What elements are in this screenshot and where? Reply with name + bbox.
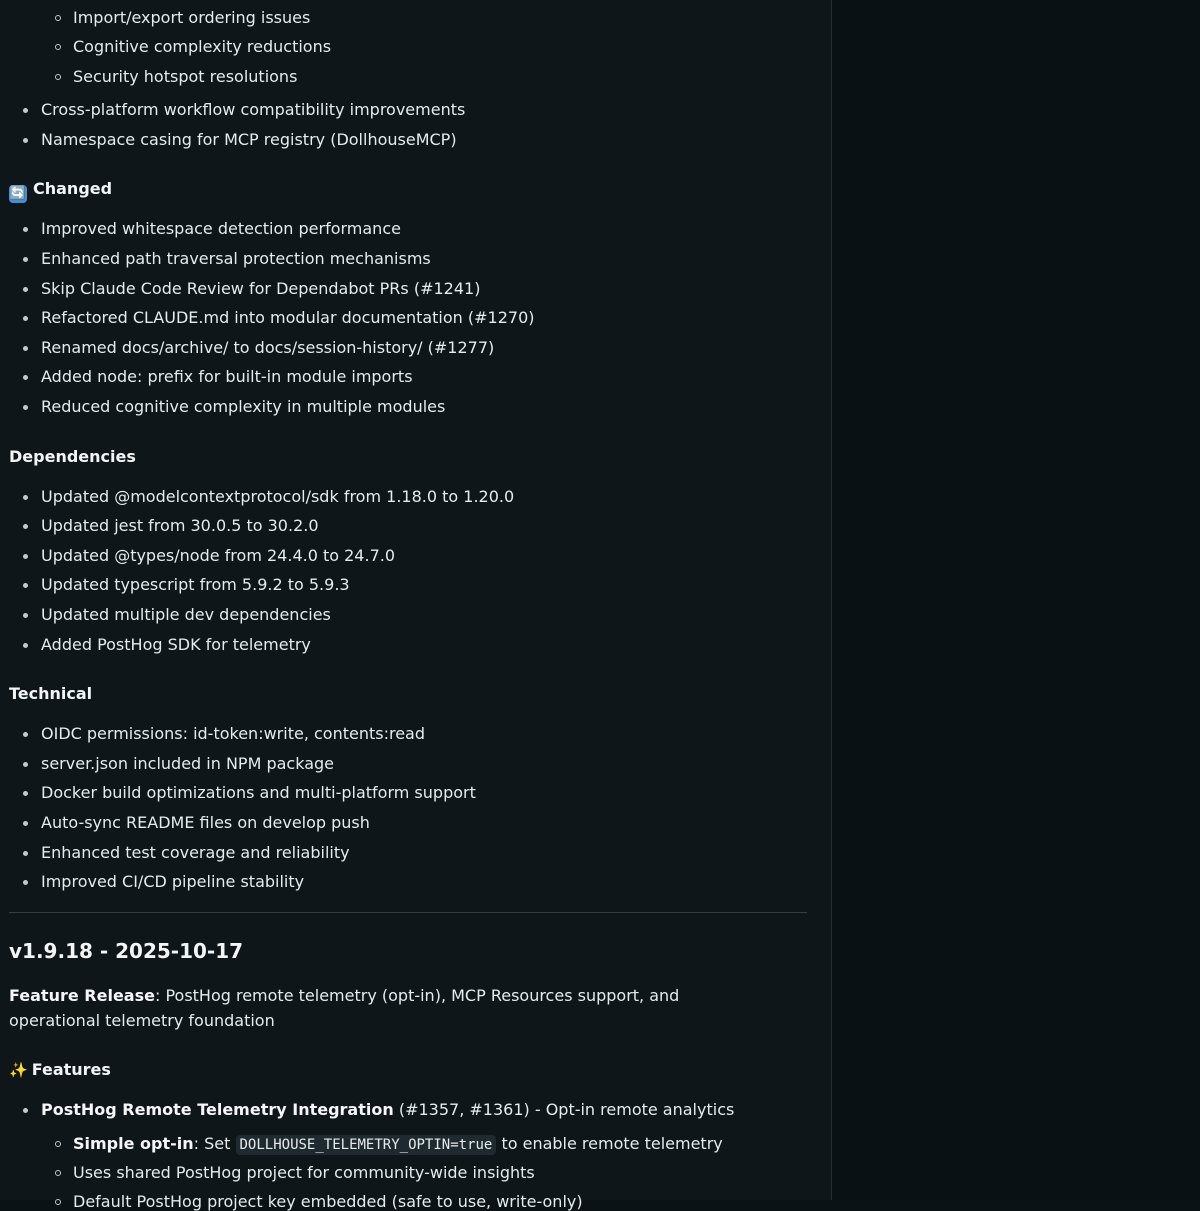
list-item: Docker build optimizations and multi-platform support	[41, 783, 476, 802]
list-item: Uses shared PostHog project for community-wide insights	[73, 1163, 535, 1182]
list-item: Improved whitespace detection performance	[41, 219, 401, 238]
list-item: Updated typescript from 5.9.2 to 5.9.3	[41, 575, 350, 594]
right-sidebar	[832, 0, 1200, 1200]
list-item: Security hotspot resolutions	[73, 67, 298, 86]
list-item: Namespace casing for MCP registry (DollhouseMCP)	[41, 130, 457, 149]
list-item: Enhanced path traversal protection mechanisms	[41, 249, 431, 268]
list-item	[73, 1134, 723, 1153]
env-var-code: DOLLHOUSE_TELEMETRY_OPTIN=true	[236, 1135, 497, 1155]
release-summary	[9, 983, 729, 1033]
list-item: Skip Claude Code Review for Dependabot PRs (#1241)	[41, 279, 481, 298]
section-heading-dependencies: Dependencies	[9, 447, 136, 466]
refresh-icon: 🔄	[9, 186, 27, 201]
feature-title: PostHog Remote Telemetry Integration	[41, 1100, 394, 1119]
list-item: Cognitive complexity reductions	[73, 37, 332, 56]
section-heading-changed	[9, 179, 112, 203]
sparkles-icon: ✨	[9, 1061, 28, 1079]
list-item: Updated @modelcontextprotocol/sdk from 1.18.0 to 1.20.0	[41, 487, 515, 506]
section-heading-technical: Technical	[9, 684, 93, 703]
release-summary-text: : PostHog remote telemetry (opt-in), MCP Resources support, and operational telemetry foundation	[9, 986, 680, 1030]
list-item: Improved CI/CD pipeline stability	[41, 872, 305, 891]
list-item: OIDC permissions: id-token:write, contents:read	[41, 724, 425, 743]
feature-sub-text: : Set	[193, 1134, 236, 1153]
list-item: Updated @types/node from 24.4.0 to 24.7.0	[41, 546, 396, 565]
feature-sub-text: to enable remote telemetry	[496, 1134, 723, 1153]
list-item: Added PostHog SDK for telemetry	[41, 635, 311, 654]
list-item	[41, 1100, 734, 1119]
heading-label: Changed	[33, 179, 113, 198]
feature-sub-label: Simple opt-in	[73, 1134, 194, 1153]
release-summary-label: Feature Release	[9, 986, 155, 1005]
list-item: Auto-sync README files on develop push	[41, 813, 370, 832]
list-item: Updated jest from 30.0.5 to 30.2.0	[41, 516, 319, 535]
release-title: v1.9.18 - 2025-10-17	[9, 939, 244, 963]
list-item: Refactored CLAUDE.md into modular documentation (#1270)	[41, 308, 535, 327]
list-item: Reduced cognitive complexity in multiple modules	[41, 397, 446, 416]
list-item: Updated multiple dev dependencies	[41, 605, 331, 624]
list-item: server.json included in NPM package	[41, 754, 334, 773]
list-item: Default PostHog project key embedded (safe to use, write-only)	[73, 1192, 583, 1211]
list-item: Renamed docs/archive/ to docs/session-history/ (#1277)	[41, 338, 495, 357]
heading-label: Features	[31, 1060, 111, 1079]
feature-description: (#1357, #1361) - Opt-in remote analytics	[393, 1100, 735, 1119]
list-item: Import/export ordering issues	[73, 8, 311, 27]
list-item: Cross-platform workflow compatibility improvements	[41, 100, 466, 119]
section-heading-features	[9, 1060, 111, 1079]
list-item: Added node: prefix for built-in module imports	[41, 367, 413, 386]
list-item: Enhanced test coverage and reliability	[41, 843, 350, 862]
divider	[9, 912, 807, 913]
